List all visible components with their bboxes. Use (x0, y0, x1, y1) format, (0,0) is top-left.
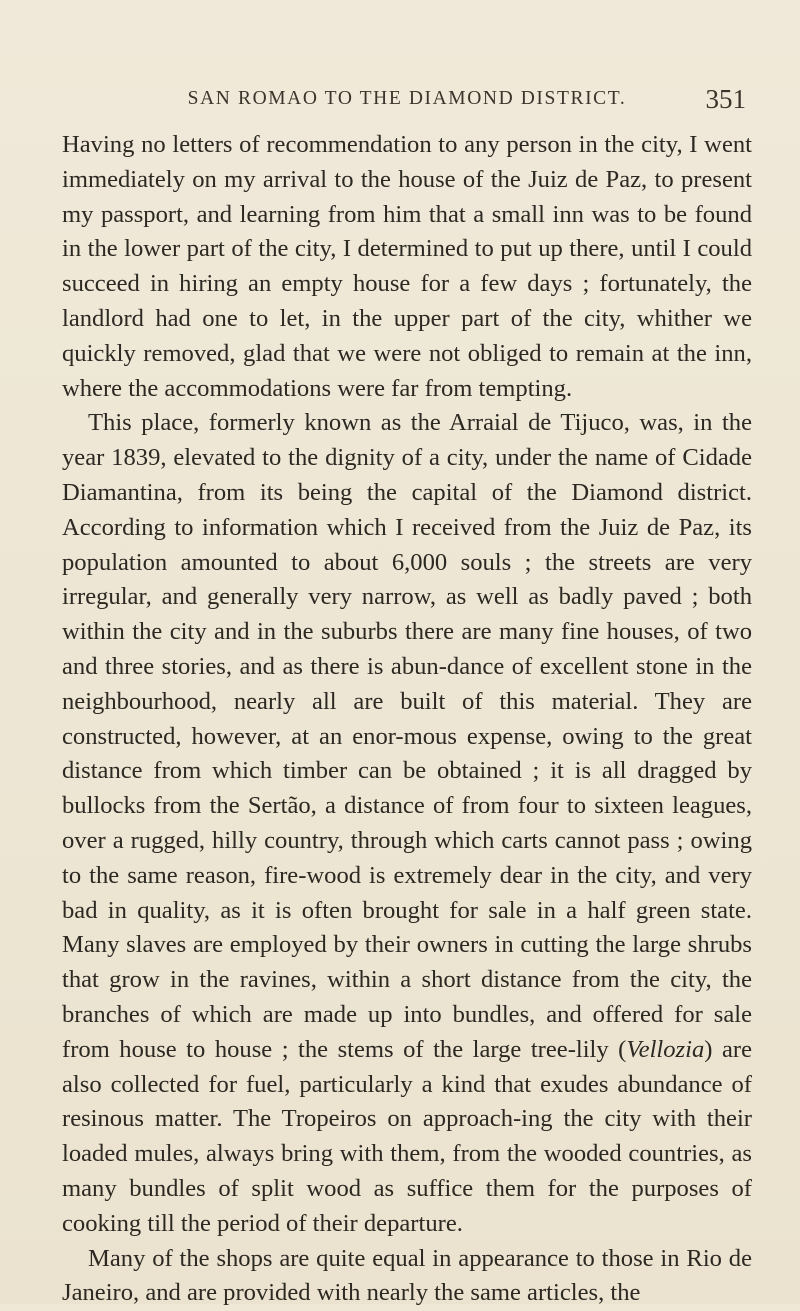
body-text (62, 128, 752, 1311)
paragraph-2-part-a: This place, formerly known as the Arraial de Tijuco, was, in the year 1839, elevated to the dignity of a city, under the name of Cidade Diamantina, from its being the capital of the Diamond district. According to information which I received from the Juiz de Paz, its population amounted to about 6,000 souls ; the streets are very irregular, and generally very narrow, as well as badly paved ; both within the city and in the suburbs there are many fine houses, of two and three stories, and as there is abun-dance of excellent stone in the neighbourhood, nearly all are built of this material. They are constructed, however, at an enor-mous expense, owing to the great distance from which timber can be obtained ; it is all dragged by bullocks from the Sertão, a distance of from four to sixteen leagues, over a rugged, hilly country, through which carts cannot pass ; owing to the same reason, fire-wood is extremely dear in the city, and very bad in quality, as it is often brought for sale in a half green state. Many slaves are employed by their owners in cutting the large shrubs that grow in the ravines, within a short distance from the city, the branches of which are made up into bundles, and offered for sale from house to house ; the stems of the large tree-lily ( (62, 409, 752, 1062)
paragraph-3: Many of the shops are quite equal in appearance to those in Rio de Janeiro, and are provided with nearly the same articles, the (62, 1242, 752, 1311)
running-head (62, 88, 752, 116)
paragraph-2-part-b: ) are also collected for fuel, particularly a kind that exudes abundance of resinous matter. The Tropeiros on approach-ing the city with their loaded mules, always bring with them, from the wooded countries, as many bundles of split wood as suffice them for the purposes of cooking till the period of their departure. (62, 1036, 752, 1237)
page-number: 351 (706, 84, 747, 115)
paragraph-1: Having no letters of recommendation to any person in the city, I went immediately on my arrival to the house of the Juiz de Paz, to present my passport, and learning from him that a small inn was to be found in the lower part of the city, I determined to put up there, until I could succeed in hiring an empty house for a few days ; fortunately, the landlord had one to let, in the upper part of the city, whither we quickly removed, glad that we were not obliged to remain at the inn, where the accommodations were far from tempting. (62, 128, 752, 406)
paragraph-2 (62, 406, 752, 1241)
running-title: SAN ROMAO TO THE DIAMOND DISTRICT. (62, 88, 752, 110)
italic-term-vellozia: Vellozia (626, 1036, 704, 1063)
